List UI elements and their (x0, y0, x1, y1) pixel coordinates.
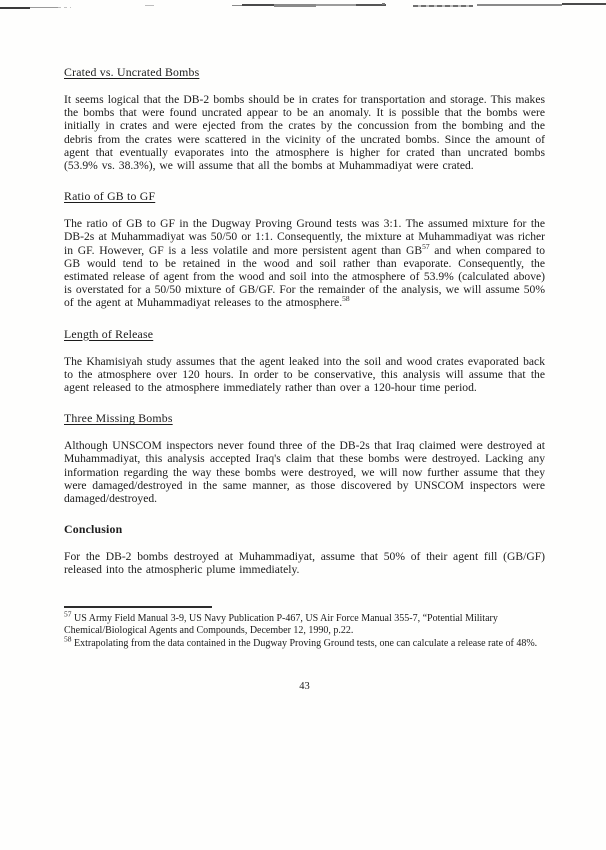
scan-artifact-line (30, 7, 58, 8)
footnote-58: $^{58}$ Extrapolating from the data contained in the Dugway Proving Ground tests, one can calculate a release rate of 48%. (64, 634, 538, 649)
scan-artifact-line (413, 5, 473, 7)
paragraph-crated-vs-uncrated-bombs: It seems logical that the DB-2 bombs should be in crates for transportation and storage. This makes the bombs that were found uncrated appear to be an anomaly. It is possible that the bombs were initially in crates and were ejected from the crates by the concussion from the bombing and the debris from the crates were scattered in the vicinity of the uncrated bombs. Since the amount of agent that eventually evaporates into the atmosphere is higher for crated than uncrated bombs (53.9% vs. 38.3%), we will assume that all the bombs at Muhammadiyat were crated. (64, 93, 545, 173)
section-heading-ratio-of-gb-to-gf: Ratio of GB to GF (64, 189, 156, 204)
page-footer (64, 606, 545, 693)
section-length-of-release (64, 327, 545, 395)
scan-artifact-line (242, 4, 274, 6)
paragraph-conclusion: For the DB-2 bombs destroyed at Muhammadiyat, assume that 50% of their agent fill (GB/GF) released into the atmospheric plume immediately. (64, 550, 545, 577)
scan-artifact-line (382, 3, 385, 5)
scan-artifact-line (562, 3, 606, 5)
scan-artifact-line (58, 7, 71, 8)
paragraph-length-of-release: The Khamisiyah study assumes that the agent leaked into the soil and wood crates evaporated back to the atmosphere over 120 hours. In order to be conservative, this analysis will assume that the agent released to the atmosphere immediately rather than over a 120-hour time period. (64, 354, 545, 395)
section-crated-vs-uncrated-bombs (64, 65, 545, 172)
scan-artifact-line (477, 4, 562, 6)
scan-artifact-line (0, 7, 30, 9)
scan-artifact-line (232, 5, 242, 6)
section-ratio-of-gb-to-gf (64, 189, 545, 309)
section-three-missing-bombs (64, 411, 545, 505)
section-heading-conclusion: Conclusion (64, 522, 123, 537)
footnote-separator (64, 606, 212, 608)
section-heading-length-of-release: Length of Release (64, 326, 154, 341)
footnote-57: $^{57}$ US Army Field Manual 3-9, US Navy Publication P-467, US Air Force Manual 355-7, “Potential Military Chemical/Biological Agents and Compounds, December 12, 1990, p.22. (64, 609, 498, 637)
page-number: 43 (299, 681, 310, 693)
paragraph-ratio-of-gb-to-gf: The ratio of GB to GF in the Dugway Proving Ground tests was 3:1. The assumed mixture for the DB-2s at Muhammadiyat was 50/50 or 1:1. Consequently, the mixture at Muhammadiyat was richer in GF. However, GF is a less volatile and more persistent agent than GB$^{57}$ and when compared to GB would tend to be retained in the wood and soil rather than evaporate. Consequently, the estimated release of agent from the wood and soil into the atmosphere of 53.9% (calculated above) is overstated for a 50/50 mixture of GB/GF. For the remainder of the analysis, we will assume 50% of the agent at Muhammadiyat releases to the atmosphere.$^{58}$ (64, 217, 545, 310)
paragraph-three-missing-bombs: Although UNSCOM inspectors never found three of the DB-2s that Iraq claimed were destroyed at Muhammadiyat, this analysis accepted Iraq's claim that these bombs were destroyed. Lacking any information regarding the way these bombs were destroyed, we will now further assume that they were damaged/destroyed in the same manner, as those discovered by UNSCOM inspectors were damaged/destroyed. (64, 439, 545, 506)
document-content (64, 65, 545, 692)
scan-artifact-line (145, 5, 154, 6)
scan-artifact-line (274, 4, 316, 7)
section-heading-crated-vs-uncrated-bombs: Crated vs. Uncrated Bombs (64, 65, 200, 79)
section-heading-three-missing-bombs: Three Missing Bombs (64, 411, 173, 426)
section-conclusion (64, 522, 545, 576)
scan-artifact-line (316, 4, 356, 6)
